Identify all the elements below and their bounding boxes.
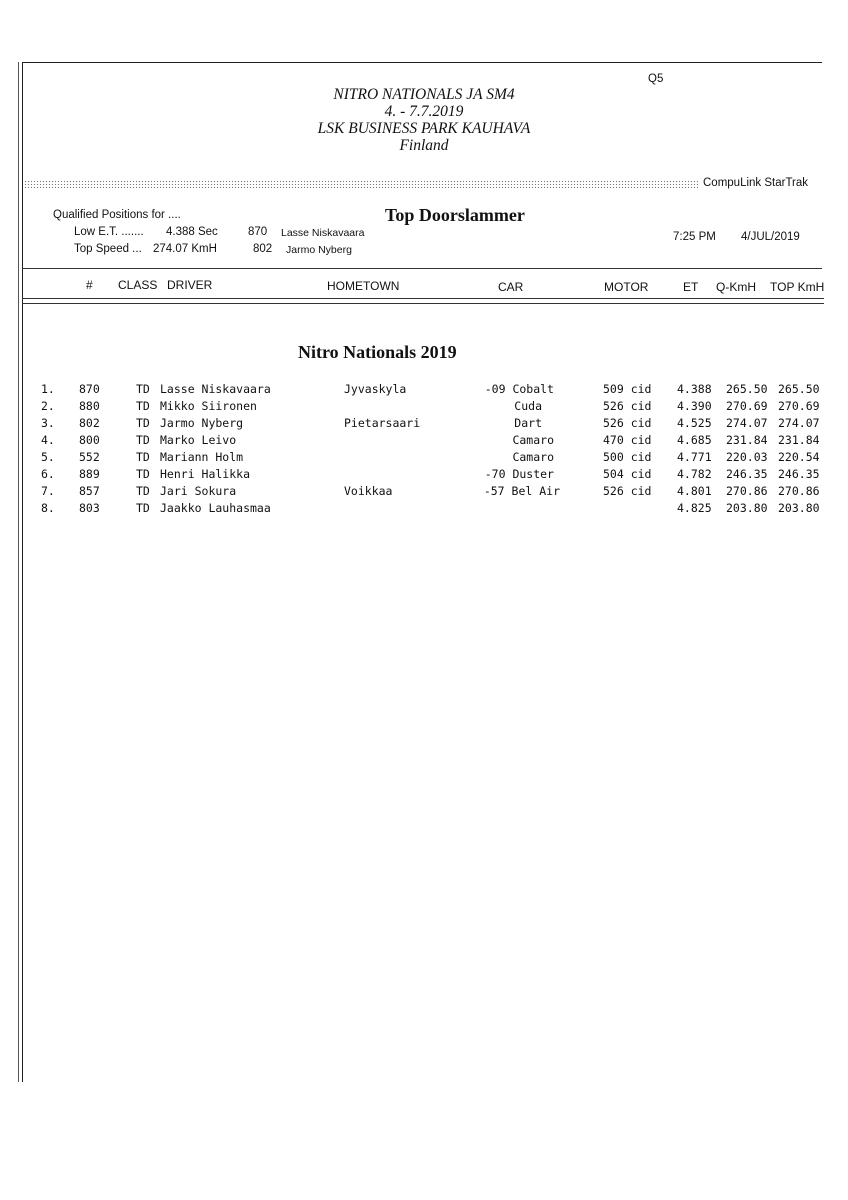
event-country: Finland [399, 137, 449, 154]
row-position: 1. [41, 382, 55, 396]
row-car: -09 Cobalt [484, 382, 554, 396]
row-position: 5. [41, 450, 55, 464]
row-motor: 504 cid [603, 467, 652, 481]
row-qkmh: 265.50 [726, 382, 768, 396]
row-topkmh: 270.86 [778, 484, 820, 498]
row-driver: Jarmo Nyberg [160, 416, 244, 430]
row-driver: Jari Sokura [160, 484, 237, 498]
low-et-value: 4.388 Sec [166, 226, 218, 238]
row-car: -70 Duster [484, 467, 554, 481]
header-bottom-rule-2 [22, 303, 824, 304]
col-hometown: HOMETOWN [327, 279, 400, 293]
event-name: NITRO NATIONALS JA SM4 [333, 86, 515, 103]
col-car: CAR [498, 280, 524, 294]
row-topkmh: 203.80 [778, 501, 820, 515]
row-et: 4.525 [677, 416, 712, 430]
top-speed-driver: Jarmo Nyberg [286, 244, 352, 256]
table-row [0, 433, 848, 450]
row-hometown: Jyvaskyla [344, 382, 407, 396]
row-qkmh: 274.07 [726, 416, 768, 430]
row-class: TD [136, 416, 150, 430]
row-position: 4. [41, 433, 55, 447]
frame-top-border [22, 62, 822, 63]
row-hometown: Voikkaa [344, 484, 393, 498]
top-speed-label: Top Speed ... [74, 243, 142, 255]
row-position: 8. [41, 501, 55, 515]
col-qkmh: Q-KmH [716, 280, 756, 294]
row-qkmh: 231.84 [726, 433, 768, 447]
row-number: 870 [79, 382, 100, 396]
top-speed-value: 274.07 KmH [153, 243, 217, 255]
dotted-separator [24, 180, 698, 188]
row-class: TD [136, 467, 150, 481]
table-row [0, 501, 848, 518]
class-title: Top Doorslammer [385, 205, 525, 225]
row-motor: 526 cid [603, 399, 652, 413]
row-et: 4.685 [677, 433, 712, 447]
table-row [0, 450, 848, 467]
row-motor: 500 cid [603, 450, 652, 464]
row-number: 803 [79, 501, 100, 515]
table-row [0, 467, 848, 484]
col-motor: MOTOR [604, 280, 649, 294]
low-et-driver: Lasse Niskavaara [281, 227, 365, 239]
table-row [0, 484, 848, 501]
row-qkmh: 246.35 [726, 467, 768, 481]
event-venue: LSK BUSINESS PARK KAUHAVA [317, 120, 531, 137]
top-speed-number: 802 [253, 243, 273, 255]
row-car: Dart [514, 416, 542, 430]
row-topkmh: 220.54 [778, 450, 820, 464]
row-position: 6. [41, 467, 55, 481]
row-topkmh: 274.07 [778, 416, 820, 430]
col-class: CLASS [118, 278, 158, 292]
row-class: TD [136, 433, 150, 447]
row-qkmh: 270.69 [726, 399, 768, 413]
row-number: 857 [79, 484, 100, 498]
row-et: 4.825 [677, 501, 712, 515]
row-motor: 509 cid [603, 382, 652, 396]
low-et-number: 870 [248, 226, 268, 238]
row-number: 880 [79, 399, 100, 413]
col-num: # [86, 278, 93, 292]
row-et: 4.388 [677, 382, 712, 396]
row-driver: Jaakko Lauhasmaa [160, 501, 271, 515]
col-driver: DRIVER [167, 278, 213, 292]
row-driver: Henri Halikka [160, 467, 251, 481]
row-qkmh: 203.80 [726, 501, 768, 515]
row-class: TD [136, 382, 150, 396]
row-et: 4.771 [677, 450, 712, 464]
row-driver: Mikko Siironen [160, 399, 257, 413]
row-car: Camaro [512, 433, 554, 447]
row-driver: Lasse Niskavaara [160, 382, 271, 396]
row-number: 889 [79, 467, 100, 481]
row-motor: 526 cid [603, 416, 652, 430]
page-code: Q5 [648, 73, 664, 85]
row-class: TD [136, 501, 150, 515]
section-title: Nitro Nationals 2019 [298, 342, 457, 362]
row-topkmh: 231.84 [778, 433, 820, 447]
row-position: 3. [41, 416, 55, 430]
row-car: -57 Bel Air [483, 484, 560, 498]
row-qkmh: 220.03 [726, 450, 768, 464]
row-topkmh: 265.50 [778, 382, 820, 396]
event-dates: 4. - 7.7.2019 [384, 103, 464, 120]
row-et: 4.390 [677, 399, 712, 413]
row-topkmh: 246.35 [778, 467, 820, 481]
table-row [0, 416, 848, 433]
table-row [0, 382, 848, 399]
row-driver: Marko Leivo [160, 433, 237, 447]
row-et: 4.801 [677, 484, 712, 498]
row-car: Cuda [514, 399, 542, 413]
row-position: 7. [41, 484, 55, 498]
header-bottom-rule-1 [22, 298, 824, 299]
low-et-label: Low E.T. ....... [74, 226, 144, 238]
col-topkmh: TOP KmH [770, 280, 825, 294]
row-motor: 526 cid [603, 484, 652, 498]
frame-left-border [22, 62, 23, 1082]
table-row [0, 399, 848, 416]
row-driver: Mariann Holm [160, 450, 244, 464]
row-class: TD [136, 484, 150, 498]
row-topkmh: 270.69 [778, 399, 820, 413]
row-position: 2. [41, 399, 55, 413]
row-car: Camaro [512, 450, 554, 464]
row-number: 800 [79, 433, 100, 447]
col-et: ET [683, 280, 699, 294]
row-et: 4.782 [677, 467, 712, 481]
row-qkmh: 270.86 [726, 484, 768, 498]
report-date: 4/JUL/2019 [741, 231, 800, 243]
row-number: 802 [79, 416, 100, 430]
row-class: TD [136, 450, 150, 464]
brand-label: CompuLink StarTrak [703, 177, 809, 189]
report-time: 7:25 PM [673, 231, 716, 243]
header-top-rule [22, 268, 822, 269]
row-class: TD [136, 399, 150, 413]
row-motor: 470 cid [603, 433, 652, 447]
row-hometown: Pietarsaari [344, 416, 421, 430]
row-number: 552 [79, 450, 100, 464]
qualified-label: Qualified Positions for .... [53, 209, 181, 221]
frame-left-border-outer [18, 62, 19, 1082]
